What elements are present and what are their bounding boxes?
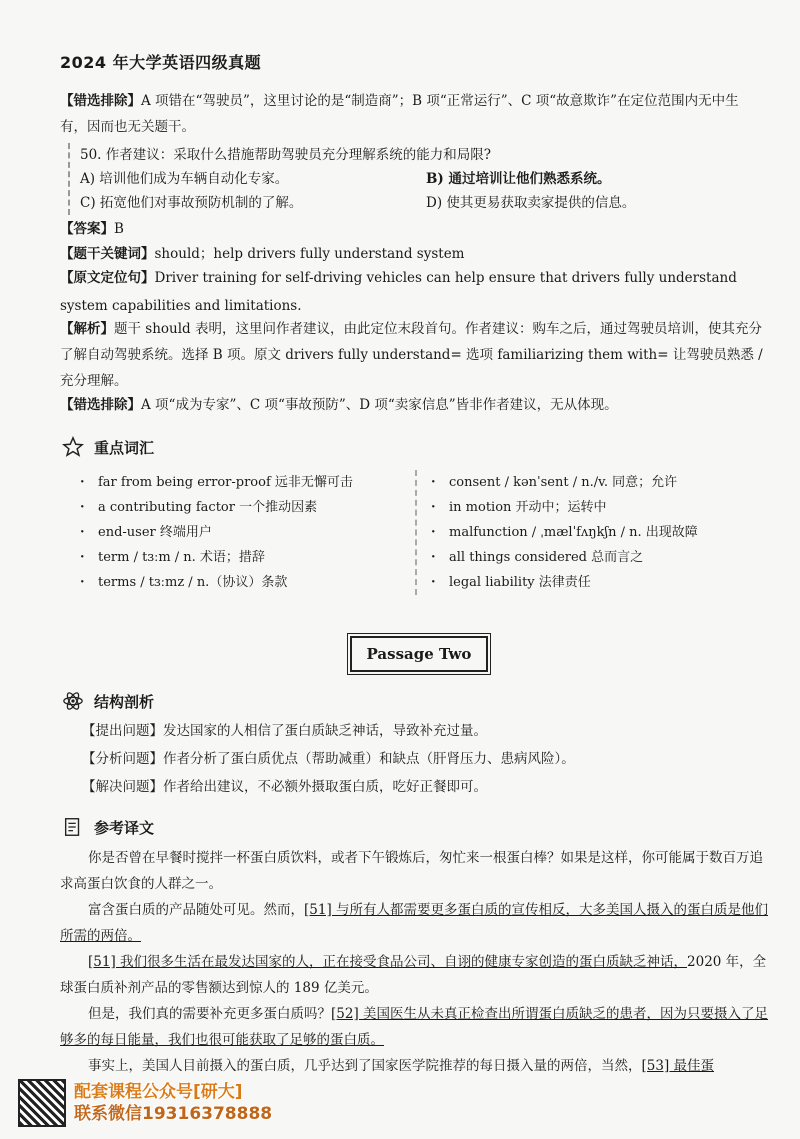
option-c: C) 拓宽他们对事故预防机制的了解。 xyxy=(80,195,303,211)
vocab-item: · a contributing factor 一个推动因素 xyxy=(80,495,415,520)
vocab-item: · malfunction / ˌmælˈfʌŋkʃn / n. 出现故障 xyxy=(431,520,725,545)
option-a: A) 培训他们成为车辆自动化专家。 xyxy=(80,171,289,187)
analysis-text: 题干 should 表明，这里问作者建议，由此定位末段首句。作者建议：购车之后，通过驾驶员培训，使其充分了解自动驾驶系统。选择 B 项。原文 drivers fully understand= 选项 familiarizing them with= 让驾驶员熟悉 / 充分理解。 xyxy=(60,321,763,389)
answer-line xyxy=(60,216,765,242)
analysis-tag: 【解析】 xyxy=(60,321,114,337)
structure-item: 【提出问题】发达国家的人相信了蛋白质缺乏神话，导致补充过量。 xyxy=(82,723,487,739)
elimination-note-2 xyxy=(60,392,765,418)
translation-paragraph-4 xyxy=(60,1001,770,1053)
translation-paragraph-2 xyxy=(60,897,770,949)
promo-watermark xyxy=(18,1077,318,1129)
vocab-column-right xyxy=(415,470,725,595)
vocab-column-left xyxy=(80,470,415,595)
qr-code-icon xyxy=(18,1079,66,1127)
vocab-item: · term / tɜːm / n. 术语；措辞 xyxy=(80,545,415,570)
vocab-item: · all things considered 总而言之 xyxy=(431,545,725,570)
analysis-block xyxy=(60,316,765,394)
translation-paragraph-5 xyxy=(60,1053,770,1079)
underlined-answer-53: [53] 最佳蛋 xyxy=(641,1058,715,1074)
structure-section-title xyxy=(62,690,154,712)
answer-tag: 【答案】 xyxy=(60,221,114,237)
document-icon xyxy=(62,816,84,838)
page-header-title: 2024 年大学英语四级真题 xyxy=(60,53,262,72)
structure-list xyxy=(82,717,575,801)
star-icon xyxy=(62,436,84,458)
promo-text xyxy=(74,1081,272,1125)
vocab-item: · in motion 开动中；运转中 xyxy=(431,495,725,520)
paragraph-text: 2020 年，全球蛋白质补剂产品的零售额达到惊人的 189 亿美元。 xyxy=(60,954,767,996)
underlined-answer-52: [52] 美国医生从未真正检查出所谓蛋白质缺乏的患者，因为只要摄入了足够多的每日能量，我们也很可能获取了足够的蛋白质。 xyxy=(60,1006,769,1048)
vocab-section-title xyxy=(62,436,154,458)
locate-sentence xyxy=(60,264,765,320)
vocab-item: · legal liability 法律责任 xyxy=(431,570,725,595)
underlined-answer-51: [51] 与所有人都需要更多蛋白质的宣传相反，大多美国人摄入的蛋白质是他们所需的两倍。 xyxy=(60,902,769,944)
passage-heading: Passage Two xyxy=(350,636,488,672)
translation-section-title xyxy=(62,816,154,838)
locate-tag: 【原文定位句】 xyxy=(60,270,155,286)
elimination-text: A 项错在“驾驶员”，这里讨论的是“制造商”；B 项“正常运行”、C 项“故意欺诈”在定位范围内无中生有，因而也无关题干。 xyxy=(60,93,739,135)
vocab-item: · terms / tɜːmz / n.（协议）条款 xyxy=(80,570,415,595)
answer-value: B xyxy=(114,221,124,237)
option-d: D) 使其更易获取卖家提供的信息。 xyxy=(426,195,636,211)
vocab-item: · end-user 终端用户 xyxy=(80,520,415,545)
paragraph-text: 但是，我们真的需要补充更多蛋白质吗？ xyxy=(88,1006,331,1022)
translation-paragraph-3 xyxy=(60,949,770,1001)
vocab-item: · consent / kənˈsent / n./v. 同意；允许 xyxy=(431,470,725,495)
structure-item: 【分析问题】作者分析了蛋白质优点（帮助减重）和缺点（肝肾压力、患病风险）。 xyxy=(82,751,575,767)
translation-paragraph-1: 你是否曾在早餐时搅拌一杯蛋白质饮料，或者下午锻炼后，匆忙来一根蛋白棒？如果是这样，你可能属于数百万追求高蛋白饮食的人群之一。 xyxy=(60,850,763,892)
elimination-text-2: A 项“成为专家”、C 项“事故预防”、D 项“卖家信息”皆非作者建议，无从体现。 xyxy=(141,397,618,413)
option-b: B) 通过培训让他们熟悉系统。 xyxy=(426,171,611,187)
keywords-text: should；help drivers fully understand system xyxy=(154,246,465,262)
underlined-answer-51b: [51] 我们很多生活在最发达国家的人，正在接受食品公司、自诩的健康专家创造的蛋白质缺乏神话， xyxy=(88,954,688,970)
promo-line-1: 配套课程公众号[研大] xyxy=(74,1082,243,1102)
vocab-list xyxy=(80,470,720,595)
keywords-tag: 【题干关键词】 xyxy=(60,246,155,262)
paragraph-text: 事实上，美国人目前摄入的蛋白质，几乎达到了国家医学院推荐的每日摄入量的两倍，当然， xyxy=(88,1058,642,1074)
paragraph-text: 富含蛋白质的产品随处可见。然而， xyxy=(88,902,304,918)
locate-text: Driver training for self-driving vehicles can help ensure that drivers fully understand system capabilities and limitations. xyxy=(60,270,737,314)
vocab-item: · far from being error-proof 远非无懈可击 xyxy=(80,470,415,495)
translation-title: 参考译文 xyxy=(94,818,155,837)
question-50-block xyxy=(68,143,780,215)
elimination-tag-2: 【错选排除】 xyxy=(60,397,141,413)
promo-line-2: 联系微信19316378888 xyxy=(74,1104,273,1124)
question-stem: 50. 作者建议：采取什么措施帮助驾驶员充分理解系统的能力和局限? xyxy=(80,147,491,163)
elimination-note-1 xyxy=(60,88,765,140)
elimination-tag: 【错选排除】 xyxy=(60,93,141,109)
structure-item: 【解决问题】作者给出建议，不必额外摄取蛋白质，吃好正餐即可。 xyxy=(82,779,487,795)
structure-title: 结构剖析 xyxy=(94,692,155,711)
atom-icon xyxy=(62,690,84,712)
vocab-title: 重点词汇 xyxy=(94,438,155,457)
